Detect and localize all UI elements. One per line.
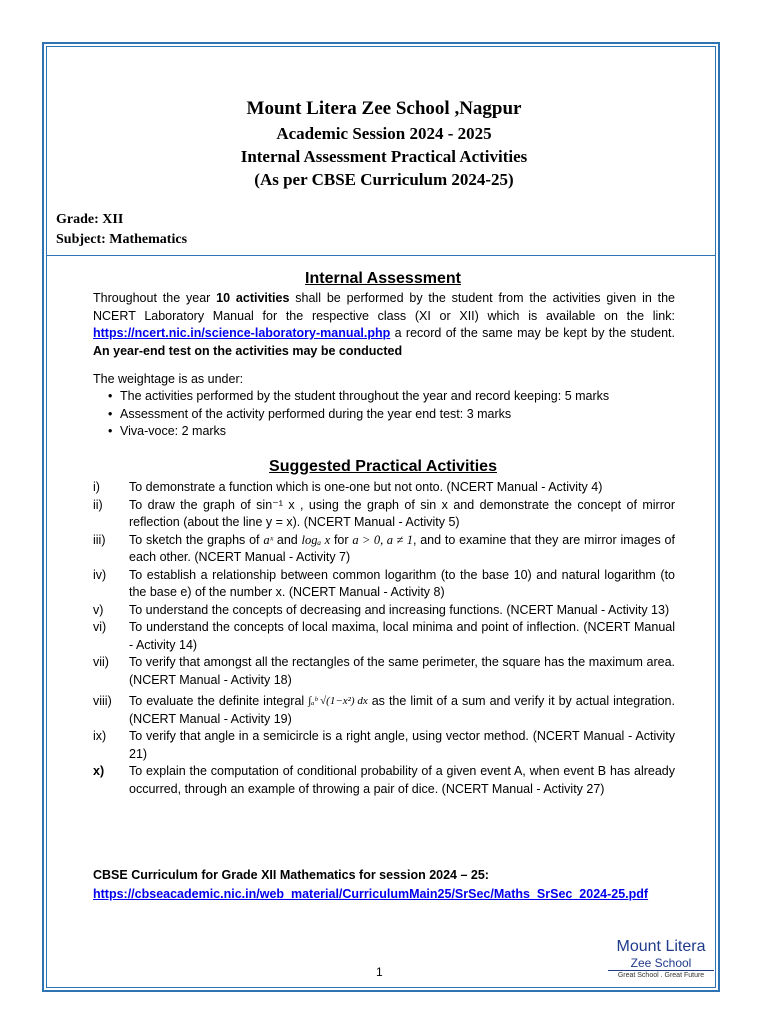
internal-assessment-paragraph	[93, 290, 675, 360]
list-item	[93, 693, 675, 728]
logo-line-2: Zee School	[608, 956, 714, 971]
math-expression: logₐ x	[301, 532, 331, 547]
item-number: vii)	[93, 655, 109, 669]
list-item	[108, 388, 609, 406]
school-name: Mount Litera Zee School ,Nagpur	[246, 98, 522, 119]
list-item	[93, 479, 675, 497]
ncert-manual-link[interactable]: https://ncert.nic.in/science-laboratory-manual.php	[93, 326, 391, 340]
list-item	[93, 763, 675, 798]
list-item	[93, 654, 675, 689]
item-text-part: , and to examine that they are mirror images of each other. (NCERT Manual - Activity 7)	[129, 532, 675, 564]
list-item	[93, 497, 675, 532]
item-number: viii)	[93, 694, 112, 708]
item-text: To draw the graph of sin⁻¹ x , using the graph of sin x and demonstrate the concept of mirror reflection (about the line y = x). (NCERT Manual - Activity 5)	[129, 497, 675, 529]
item-number: i)	[93, 480, 100, 494]
logo-line-1: Mount Litera	[616, 938, 706, 955]
page-number: 1	[376, 965, 383, 979]
list-item	[93, 567, 675, 602]
bullet-icon: •	[108, 406, 113, 421]
weightage-intro: The weightage is as under:	[93, 372, 244, 386]
activities-list	[93, 479, 675, 798]
header-divider	[46, 255, 716, 256]
subject-label: Subject: Mathematics	[56, 232, 188, 247]
list-item	[108, 423, 609, 441]
list-item	[93, 602, 675, 620]
cbse-curriculum-title: CBSE Curriculum for Grade XII Mathematics for session 2024 – 25:	[93, 868, 489, 882]
item-number: iv)	[93, 567, 107, 582]
list-item-text: Assessment of the activity performed during the year end test: 3 marks	[120, 406, 512, 421]
curriculum-note: (As per CBSE Curriculum 2024-25)	[254, 170, 514, 189]
school-logo	[608, 938, 714, 981]
logo-tagline: Great School . Great Future	[617, 972, 705, 979]
item-text: To understand the concepts of local maxima, local minima and point of inflection. (NCERT Manual - Activity 14)	[129, 620, 675, 652]
weightage-list	[108, 388, 609, 441]
item-text: To demonstrate a function which is one-one but not onto. (NCERT Manual - Activity 4)	[129, 480, 603, 494]
list-item-text: Viva-voce: 2 marks	[120, 424, 227, 438]
item-text-part: and	[273, 532, 302, 547]
item-text: To verify that amongst all the rectangles of the same perimeter, the square has the maximum area. (NCERT Manual - Activity 18)	[129, 655, 675, 687]
grade-label: Grade: XII	[56, 212, 124, 227]
item-number: v)	[93, 602, 104, 617]
list-item	[93, 532, 675, 567]
para-text: a record of the same may be kept by the student.	[390, 326, 675, 340]
assessment-title: Internal Assessment Practical Activities	[240, 147, 528, 166]
item-text	[129, 532, 675, 567]
item-text	[129, 693, 675, 728]
list-item	[93, 728, 675, 763]
document-header	[56, 96, 712, 191]
item-number: iii)	[93, 532, 106, 547]
para-text: Throughout the year	[93, 291, 217, 305]
math-expression: aˣ	[263, 532, 274, 547]
bullet-icon: •	[108, 389, 113, 403]
item-text: To explain the computation of conditional probability of a given event A, when event B has already occurred, through an example of throwing a pair of dice. (NCERT Manual - Activity 27)	[129, 764, 675, 796]
para-bold: 10 activities	[216, 291, 290, 305]
item-number: vi)	[93, 620, 107, 634]
item-text: To verify that angle in a semicircle is a right angle, using vector method. (NCERT Manual - Activity 21)	[129, 729, 675, 761]
item-text-part: To evaluate the definite integral	[129, 694, 305, 709]
item-number: x)	[93, 764, 105, 779]
bullet-icon: •	[108, 424, 113, 438]
item-text-part: To sketch the graphs of	[129, 532, 264, 547]
para-bold: An year-end test on the activities may be conducted	[93, 343, 403, 358]
internal-assessment-title: Internal Assessment	[305, 270, 461, 287]
list-item-text: The activities performed by the student throughout the year and record keeping: 5 marks	[120, 389, 610, 403]
item-text-part: as the limit of a sum and verify it by actual integration. (NCERT Manual - Activity 19)	[129, 694, 675, 726]
integral-expression: ∫ₐᵇ √(1−x²) dx	[308, 695, 368, 707]
list-item	[93, 619, 675, 654]
item-text-part: for	[330, 532, 353, 547]
item-text: To understand the concepts of decreasing and increasing functions. (NCERT Manual - Activity 13)	[129, 602, 670, 617]
item-number: ii)	[93, 497, 103, 512]
list-item	[108, 406, 609, 424]
suggested-activities-title: Suggested Practical Activities	[269, 458, 497, 475]
math-expression: a > 0, a ≠ 1	[352, 532, 413, 547]
item-text: To establish a relationship between common logarithm (to the base 10) and natural logarithm (to the base e) of the number x. (NCERT Manual - Activity 8)	[129, 567, 675, 599]
cbse-curriculum-link[interactable]: https://cbseacademic.nic.in/web_material/CurriculumMain25/SrSec/Maths_SrSec_2024-25.pdf	[93, 887, 649, 901]
academic-session: Academic Session 2024 - 2025	[276, 124, 492, 143]
para-text: shall be performed by the student from the activities given in the NCERT Laboratory Manual for the respective class (XI or XII) which is available on the link:	[93, 291, 676, 323]
item-number: ix)	[93, 729, 107, 744]
